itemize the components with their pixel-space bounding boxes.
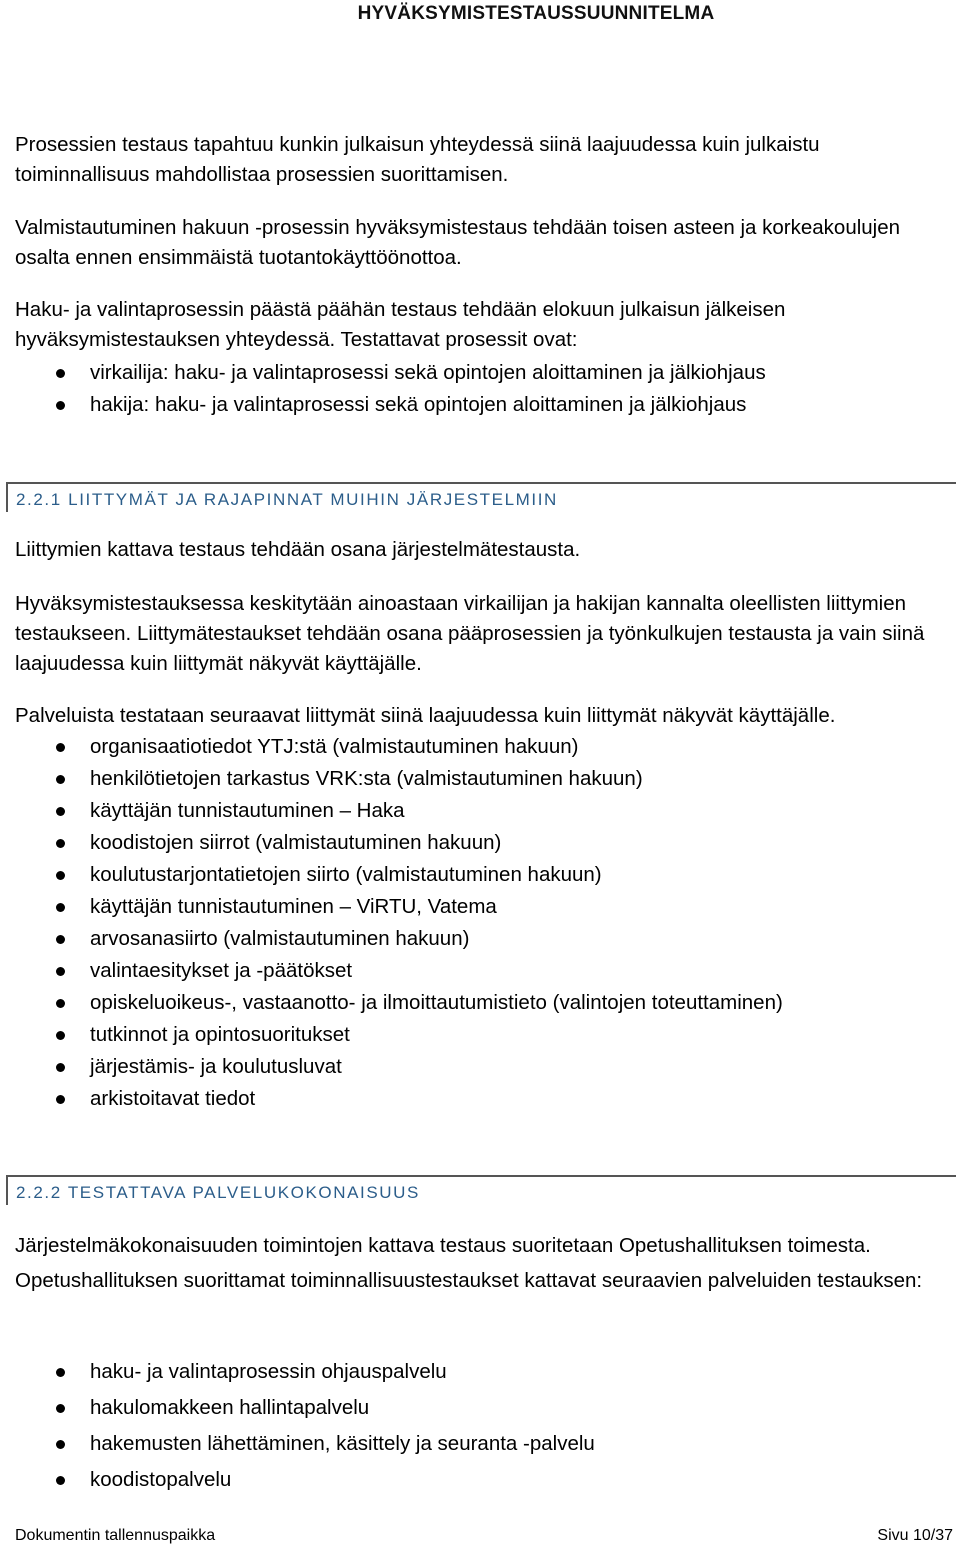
list-item-text: opiskeluoikeus-, vastaanotto- ja ilmoittautumistieto (valintojen toteuttaminen) [90, 991, 783, 1014]
section1-paragraph-3: Palveluista testataan seuraavat liittymät siinä laajuudessa kuin liittymät näkyvät käyttäjälle. [15, 704, 836, 727]
list-item [0, 955, 783, 987]
list-item [0, 1051, 783, 1083]
list-item [0, 1426, 595, 1462]
bullet-icon [56, 903, 65, 912]
bullet-icon [56, 999, 65, 1008]
list-item-text: hakulomakkeen hallintapalvelu [90, 1396, 370, 1419]
bullet-icon [56, 935, 65, 944]
section1-paragraph-1: Liittymien kattava testaus tehdään osana järjestelmätestausta. [15, 538, 581, 561]
list-item [0, 891, 783, 923]
section2-paragraph-1: Järjestelmäkokonaisuuden toimintojen kattava testaus suoritetaan Opetushallituksen toimesta. Opetushallituksen suorittamat toiminnallisuustestaukset kattavat seuraavien palveluiden testauksen: [15, 1234, 923, 1292]
intro-paragraph-2: Valmistautuminen hakuun -prosessin hyväksymistestaus tehdään toisen asteen ja korkeakoulujen osalta ennen ensimmäistä tuotantokäyttöönottoa. [15, 216, 901, 269]
list-item-text: koodistojen siirrot (valmistautuminen hakuun) [90, 831, 502, 854]
intro-paragraph-1: Prosessien testaus tapahtuu kunkin julkaisun yhteydessä siinä laajuudessa kuin julkaistu toiminnallisuus mahdollistaa prosessien suorittamisen. [15, 133, 820, 186]
section-heading-2-2-2 [6, 1175, 956, 1205]
list-item-text: käyttäjän tunnistautuminen – ViRTU, Vatema [90, 895, 497, 918]
list-item [0, 357, 766, 389]
interfaces-list [0, 731, 783, 1115]
services-list [0, 1354, 595, 1498]
list-item [0, 1390, 595, 1426]
bullet-icon [56, 743, 65, 752]
footer-document-location: Dokumentin tallennuspaikka [15, 1527, 216, 1544]
list-item [0, 1462, 595, 1498]
bullet-icon [56, 1404, 65, 1413]
list-item [0, 763, 783, 795]
list-item [0, 731, 783, 763]
list-item [0, 827, 783, 859]
bullet-icon [56, 1368, 65, 1377]
list-item-text: haku- ja valintaprosessin ohjauspalvelu [90, 1360, 447, 1383]
list-item [0, 859, 783, 891]
bullet-icon [56, 1476, 65, 1485]
intro-process-list [0, 357, 766, 421]
list-item-text: organisaatiotiedot YTJ:stä (valmistautuminen hakuun) [90, 735, 579, 758]
list-item-text: hakemusten lähettäminen, käsittely ja seuranta -palvelu [90, 1432, 595, 1455]
list-item-text: käyttäjän tunnistautuminen – Haka [90, 799, 405, 822]
bullet-icon [56, 1095, 65, 1104]
list-item-text: järjestämis- ja koulutusluvat [90, 1055, 342, 1078]
list-item-text: tutkinnot ja opintosuoritukset [90, 1023, 350, 1046]
bullet-icon [56, 775, 65, 784]
list-item [0, 389, 766, 421]
bullet-icon [56, 807, 65, 816]
bullet-icon [56, 967, 65, 976]
bullet-icon [56, 369, 65, 378]
bullet-icon [56, 1063, 65, 1072]
bullet-icon [56, 401, 65, 410]
list-item-text: arvosanasiirto (valmistautuminen hakuun) [90, 927, 470, 950]
list-item-text: hakija: haku- ja valintaprosessi sekä opintojen aloittaminen ja jälkiohjaus [90, 393, 747, 416]
page-header-title: HYVÄKSYMISTESTAUSSUUNNITELMA [357, 3, 715, 24]
list-item [0, 1083, 783, 1115]
section-heading-text: 2.2.2 TESTATTAVA PALVELUKOKONAISUUS [16, 1183, 420, 1202]
footer-page-number: Sivu 10/37 [877, 1527, 953, 1544]
section1-paragraph-2: Hyväksymistestauksessa keskitytään ainoastaan virkailijan ja hakijan kannalta oleellisten liittymien testaukseen. Liittymätestaukset tehdään osana pääprosessien ja työnkulkujen testausta ja vain siinä laajuudessa kuin liittymät näkyvät käyttäjälle. [15, 592, 925, 675]
list-item [0, 987, 783, 1019]
list-item [0, 1019, 783, 1051]
list-item [0, 923, 783, 955]
bullet-icon [56, 1031, 65, 1040]
section-heading-text: 2.2.1 LIITTYMÄT JA RAJAPINNAT MUIHIN JÄRJESTELMIIN [16, 490, 558, 509]
section-heading-2-2-1 [6, 482, 956, 512]
list-item [0, 795, 783, 827]
bullet-icon [56, 1440, 65, 1449]
list-item-text: virkailija: haku- ja valintaprosessi sekä opintojen aloittaminen ja jälkiohjaus [90, 361, 766, 384]
intro-paragraph-3: Haku- ja valintaprosessin päästä päähän testaus tehdään elokuun julkaisun jälkeisen hyväksymistestauksen yhteydessä. Testattavat prosessit ovat: [15, 298, 786, 351]
list-item-text: henkilötietojen tarkastus VRK:sta (valmistautuminen hakuun) [90, 767, 643, 790]
list-item [0, 1354, 595, 1390]
list-item-text: koulutustarjontatietojen siirto (valmistautuminen hakuun) [90, 863, 602, 886]
bullet-icon [56, 871, 65, 880]
list-item-text: valintaesitykset ja -päätökset [90, 959, 353, 982]
bullet-icon [56, 839, 65, 848]
list-item-text: arkistoitavat tiedot [90, 1087, 256, 1110]
list-item-text: koodistopalvelu [90, 1468, 232, 1491]
